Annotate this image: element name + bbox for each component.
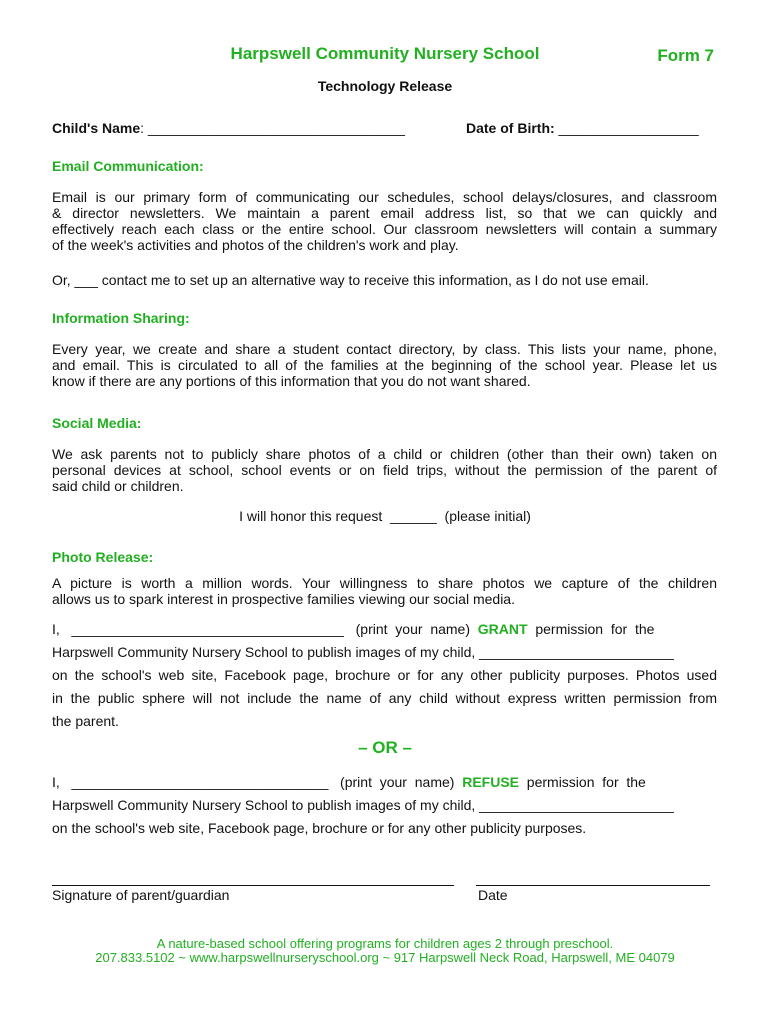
or-divider: – OR –: [358, 738, 412, 757]
grant-line[interactable]: [52, 618, 717, 641]
email-paragraph: [52, 189, 717, 253]
refuse-prefix: I, _________________________________ (print your name): [52, 774, 463, 790]
email-line: effectively reach each class or the entire school. Our classroom newsletters will contain a summary: [52, 221, 717, 237]
form-number: Form 7: [657, 46, 714, 65]
honor-request[interactable]: I will honor this request ______ (please initial): [239, 508, 531, 524]
grant-text: on the school's web site, Facebook page, brochure or for any other publicity purposes. Photos used: [52, 667, 717, 683]
child-name-field: [52, 120, 405, 136]
email-alternative: Or, ___ contact me to set up an alternative way to receive this information, as I do not use email.: [52, 272, 649, 288]
photo-paragraph: [52, 575, 717, 607]
dob-field: [466, 120, 699, 136]
dob-blank[interactable]: __________________: [554, 120, 699, 136]
refuse-line[interactable]: [52, 771, 717, 794]
grant-text: in the public sphere will not include the name of any child without express written permission from: [52, 690, 717, 706]
info-line: and email. This is circulated to all of the families at the beginning of the school year. Please let us: [52, 357, 717, 373]
photo-line: allows us to spark interest in prospective families viewing our social media.: [52, 591, 515, 607]
info-paragraph: [52, 341, 717, 389]
refuse-block: [52, 771, 717, 840]
info-line: Every year, we create and share a student contact directory, by class. This lists your name, phone,: [52, 341, 717, 357]
grant-prefix: I, ___________________________________ (print your name): [52, 621, 478, 637]
email-line: Email is our primary form of communicating our schedules, school delays/closures, and classroom: [52, 189, 717, 205]
social-heading: Social Media:: [52, 415, 142, 431]
grant-block: [52, 618, 717, 733]
school-name: Harpswell Community Nursery School: [230, 44, 540, 63]
footer-tagline: A nature-based school offering programs for children ages 2 through preschool.: [156, 936, 614, 951]
date-label: Date: [478, 887, 508, 903]
email-heading: Email Communication:: [52, 158, 204, 174]
signature-label: Signature of parent/guardian: [52, 887, 230, 903]
social-paragraph: [52, 446, 717, 494]
child-name-label: Child's Name: [52, 120, 141, 136]
grant-text: the parent.: [52, 713, 119, 729]
refuse-child-line[interactable]: Harpswell Community Nursery School to publish images of my child, _________________________: [52, 797, 674, 813]
grant-suffix: permission for the: [527, 621, 655, 637]
info-heading: Information Sharing:: [52, 310, 190, 326]
social-line: We ask parents not to publicly share photos of a child or children (other than their own) taken on: [52, 446, 717, 462]
signature-line[interactable]: [52, 885, 454, 886]
refuse-text: on the school's web site, Facebook page, brochure or for any other publicity purposes.: [52, 820, 587, 836]
email-line: of the week's activities and photos of the children's work and play.: [52, 237, 459, 253]
social-line: personal devices at school, school events or on field trips, without the permission of the parent of: [52, 462, 717, 478]
email-line: & director newsletters. We maintain a parent email address list, so that we can quickly and: [52, 205, 717, 221]
child-name-blank[interactable]: : _________________________________: [140, 120, 405, 136]
info-line: know if there are any portions of this information that you do not want shared.: [52, 373, 531, 389]
refuse-word: REFUSE: [462, 774, 520, 790]
grant-word: GRANT: [477, 621, 528, 637]
social-line: said child or children.: [52, 478, 184, 494]
date-line[interactable]: [476, 885, 710, 886]
footer-contact: 207.833.5102 ~ www.harpswellnurseryschool.org ~ 917 Harpswell Neck Road, Harpswell, ME 04079: [95, 950, 675, 965]
form-subtitle: Technology Release: [317, 78, 453, 94]
photo-heading: Photo Release:: [52, 549, 154, 565]
dob-label: Date of Birth:: [466, 120, 555, 136]
photo-line: A picture is worth a million words. Your willingness to share photos we capture of the children: [52, 575, 717, 591]
grant-child-line[interactable]: Harpswell Community Nursery School to publish images of my child, _________________________: [52, 644, 674, 660]
refuse-suffix: permission for the: [519, 774, 646, 790]
